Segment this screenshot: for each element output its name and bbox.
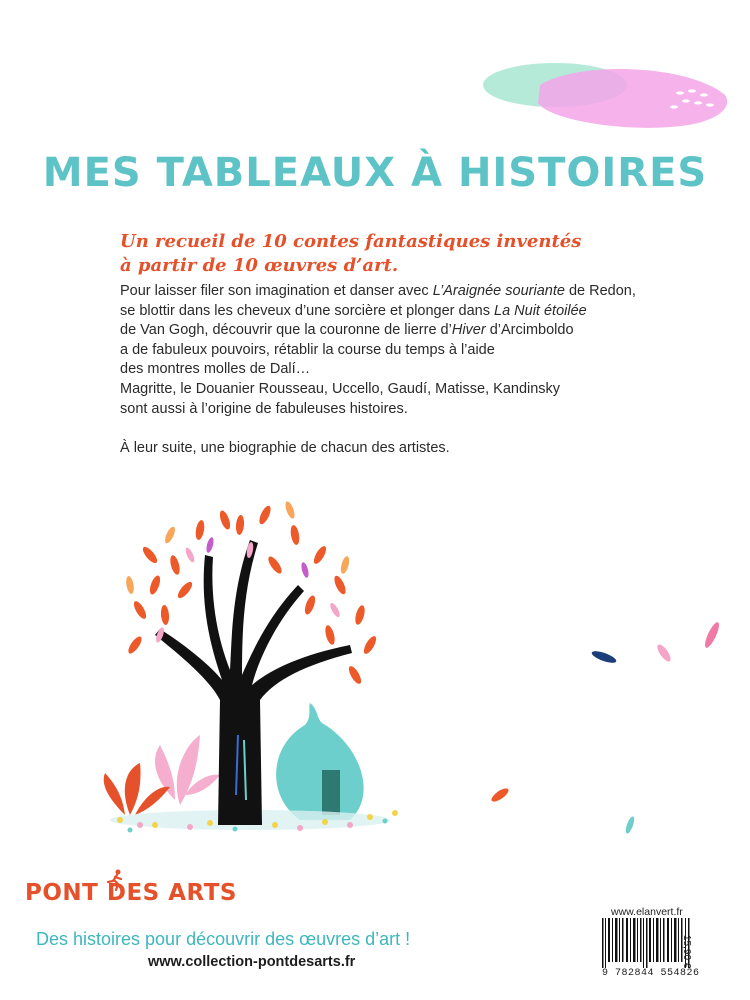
description-line: se blottir dans les cheveux d’une sorcière et plonger dans La Nuit étoilée [120, 302, 587, 319]
biography-note: À leur suite, une biographie de chacun des artistes. [120, 439, 450, 456]
brand-name: PONT DES ARTS [25, 880, 237, 906]
tagline: Des histoires pour découvrir des œuvres d’art ! [36, 929, 411, 949]
description-line: a de fabuleux pouvoirs, rétablir la course du temps à l’aide [120, 341, 495, 358]
price-label: 15,90 € [681, 935, 692, 969]
brand-logo [25, 872, 237, 912]
description-line: des montres molles de Dalí… [120, 361, 311, 378]
page-title: MES TABLEAUX À HISTOIRES [42, 150, 708, 196]
isbn-number: 9 782844 554826 [602, 968, 700, 979]
collection-url[interactable]: www.collection-pontdesarts.fr [148, 954, 356, 970]
subtitle-line: Un recueil de 10 contes fantastiques inventés [120, 231, 582, 252]
tree-illustration [60, 495, 740, 855]
description-line: sont aussi à l’origine de fabuleuses histoires. [120, 400, 408, 417]
description-line: Magritte, le Douanier Rousseau, Uccello, Gaudí, Matisse, Kandinsky [120, 380, 561, 397]
barcode-icon [600, 918, 690, 968]
decorative-blob-icon [470, 55, 740, 145]
publisher-url[interactable]: www.elanvert.fr [611, 906, 683, 918]
subtitle [120, 230, 680, 278]
running-figure-icon [103, 868, 127, 892]
description-line: Pour laisser filer son imagination et danser avec L’Araignée souriante de Redon, [120, 283, 636, 299]
description [120, 282, 710, 458]
description-line: de Van Gogh, découvrir que la couronne de lierre d’Hiver d’Arcimboldo [120, 322, 574, 339]
subtitle-line: à partir de 10 œuvres d’art. [120, 255, 399, 276]
